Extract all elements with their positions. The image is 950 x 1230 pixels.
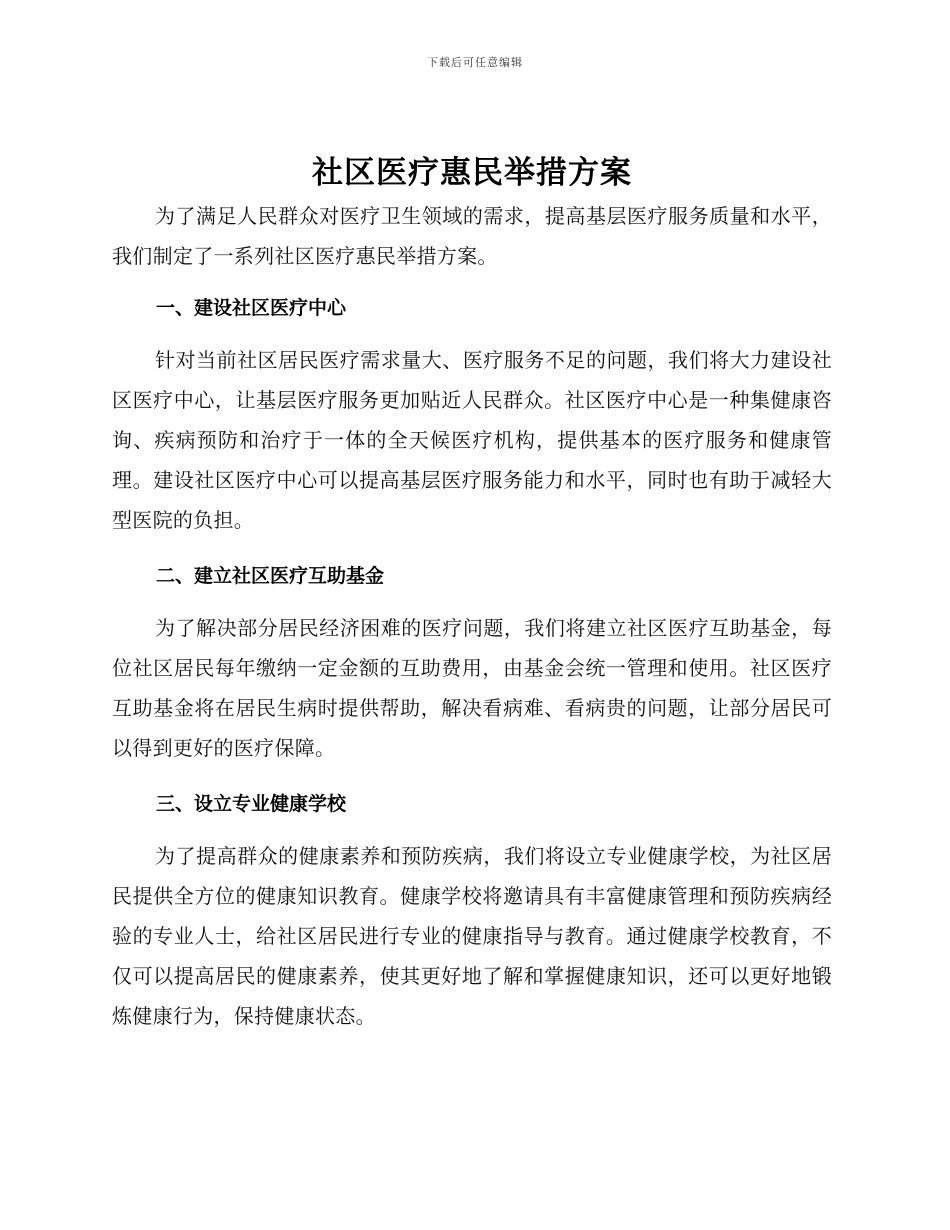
section-heading-1: 一、建设社区医疗中心	[156, 297, 347, 319]
document-body	[112, 150, 832, 1036]
section-body-2: 为了解决部分居民经济困难的医疗问题，我们将建立社区医疗互助基金，每位社区居民每年缴纳一定金额的互助费用，由基金会统一管理和使用。社区医疗互助基金将在居民生病时提供帮助，解决看病难、看病贵的问题，让部分居民可以得到更好的医疗保障。	[112, 616, 832, 760]
section-body-1: 针对当前社区居民医疗需求量大、医疗服务不足的问题，我们将大力建设社区医疗中心，让基层医疗服务更加贴近人民群众。社区医疗中心是一种集健康咨询、疾病预防和治疗于一体的全天候医疗机构，提供基本的医疗服务和健康管理。建设社区医疗中心可以提高基层医疗服务能力和水平，同时也有助于减轻大型医院的负担。	[112, 348, 832, 532]
section-body-3: 为了提高群众的健康素养和预防疾病，我们将设立专业健康学校，为社区居民提供全方位的健康知识教育。健康学校将邀请具有丰富健康管理和预防疾病经验的专业人士，给社区居民进行专业的健康指导与教育。通过健康学校教育，不仅可以提高居民的健康素养，使其更好地了解和掌握健康知识，还可以更好地锻炼健康行为，保持健康状态。	[112, 844, 832, 1028]
section-heading-2: 二、建立社区医疗互助基金	[156, 565, 385, 587]
document-title: 社区医疗惠民举措方案	[312, 155, 632, 191]
section-heading-3: 三、设立专业健康学校	[156, 793, 347, 815]
intro-paragraph: 为了满足人民群众对医疗卫生领域的需求，提高基层医疗服务质量和水平，我们制定了一系列社区医疗惠民举措方案。	[112, 204, 832, 268]
header-note: 下载后可任意编辑	[427, 56, 523, 69]
